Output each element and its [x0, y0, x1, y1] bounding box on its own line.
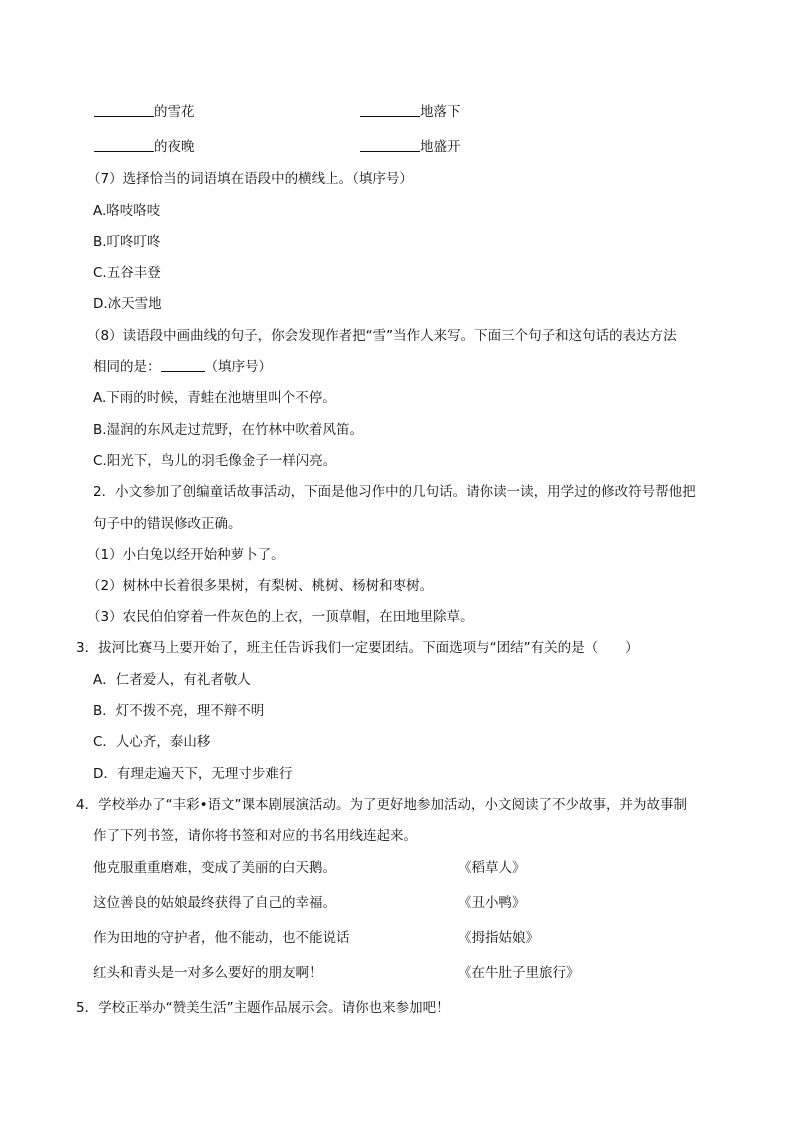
q4-book-title-3[interactable]: 《拇指姑娘》	[458, 930, 539, 946]
q4-stem-line1: 4．学校举办了“丰彩•语文”课本剧展演活动。为了更好地参加活动，小文阅读了不少故事，并为故事制	[76, 797, 688, 813]
q8-stem-prefix: 相同的是：	[93, 359, 161, 375]
answer-blank[interactable]	[94, 102, 154, 117]
q7-option-b: B.叮咚叮咚	[93, 234, 161, 250]
word-pair-text: 地落下	[420, 104, 461, 120]
q2-item-3: （3）农民伯伯穿着一件灰色的上衣，一顶草帽，在田地里除草。	[87, 609, 474, 625]
q4-bookmark-2[interactable]: 这位善良的姑娘最终获得了自己的幸福。	[93, 895, 336, 911]
q4-bookmark-3[interactable]: 作为田地的守护者，他不能动，也不能说话	[93, 930, 350, 946]
word-pair-row-1-left	[94, 102, 195, 122]
word-pair-row-2-left	[94, 137, 195, 157]
answer-blank[interactable]	[161, 357, 205, 372]
q7-stem: （7）选择恰当的词语填在语段中的横线上。（填序号）	[87, 171, 413, 187]
q4-bookmark-4[interactable]: 红头和青头是一对多么要好的朋友啊！	[93, 965, 323, 981]
word-pair-row-2-right	[360, 137, 461, 157]
q3-option-d[interactable]: D．有理走遍天下，无理寸步难行	[93, 766, 293, 782]
q8-option-a: A.下雨的时候，青蛙在池塘里叫个不停。	[93, 390, 336, 406]
q2-stem-line1: 2．小文参加了创编童话故事活动，下面是他习作中的几句话。请你读一读，用学过的修改符号帮他把	[93, 484, 696, 500]
q8-option-c: C.阳光下，鸟儿的羽毛像金子一样闪亮。	[93, 453, 337, 469]
q3-option-a[interactable]: A．仁者爱人，有礼者敬人	[93, 672, 251, 688]
q3-stem: 3．拔河比赛马上要开始了，班主任告诉我们一定要团结。下面选项与“团结”有关的是（ ）	[76, 640, 639, 656]
word-pair-text: 地盛开	[420, 139, 461, 155]
answer-blank[interactable]	[94, 137, 154, 152]
word-pair-text: 的雪花	[154, 104, 195, 120]
word-pair-row-1-right	[360, 102, 461, 122]
q8-stem-suffix: （填序号）	[204, 359, 272, 375]
q7-option-a: A.咯吱咯吱	[93, 203, 161, 219]
q4-book-title-2[interactable]: 《丑小鸭》	[458, 895, 526, 911]
q4-book-title-1[interactable]: 《稻草人》	[458, 860, 526, 876]
word-pair-text: 的夜晚	[154, 139, 195, 155]
answer-blank[interactable]	[360, 137, 420, 152]
q8-stem-line1: （8）读语段中画曲线的句子，你会发现作者把“雪”当作人来写。下面三个句子和这句话的表达方法	[87, 328, 677, 344]
q3-option-b[interactable]: B．灯不拨不亮，理不辩不明	[93, 703, 265, 719]
q8-option-b: B.湿润的东风走过荒野，在竹林中吹着风笛。	[93, 422, 364, 438]
answer-blank[interactable]	[360, 102, 420, 117]
q7-option-c: C.五谷丰登	[93, 265, 161, 281]
q7-option-d: D.冰天雪地	[93, 296, 162, 312]
q5-stem: 5．学校正举办“赞美生活”主题作品展示会。请你也来参加吧！	[76, 1000, 450, 1016]
q4-stem-line2: 作了下列书签，请你将书签和对应的书名用线连起来。	[93, 828, 417, 844]
q4-bookmark-1[interactable]: 他克服重重磨难，变成了美丽的白天鹅。	[93, 860, 336, 876]
q8-stem-line2	[93, 357, 272, 377]
q3-option-c[interactable]: C．人心齐，泰山移	[93, 734, 211, 750]
q4-book-title-4[interactable]: 《在牛肚子里旅行》	[458, 965, 580, 981]
q2-item-1: （1）小白兔以经开始种萝卜了。	[87, 547, 285, 563]
q2-stem-line2: 句子中的错误修改正确。	[93, 516, 242, 532]
q2-item-2: （2）树林中长着很多果树，有梨树、桃树、杨树和枣树。	[87, 578, 434, 594]
